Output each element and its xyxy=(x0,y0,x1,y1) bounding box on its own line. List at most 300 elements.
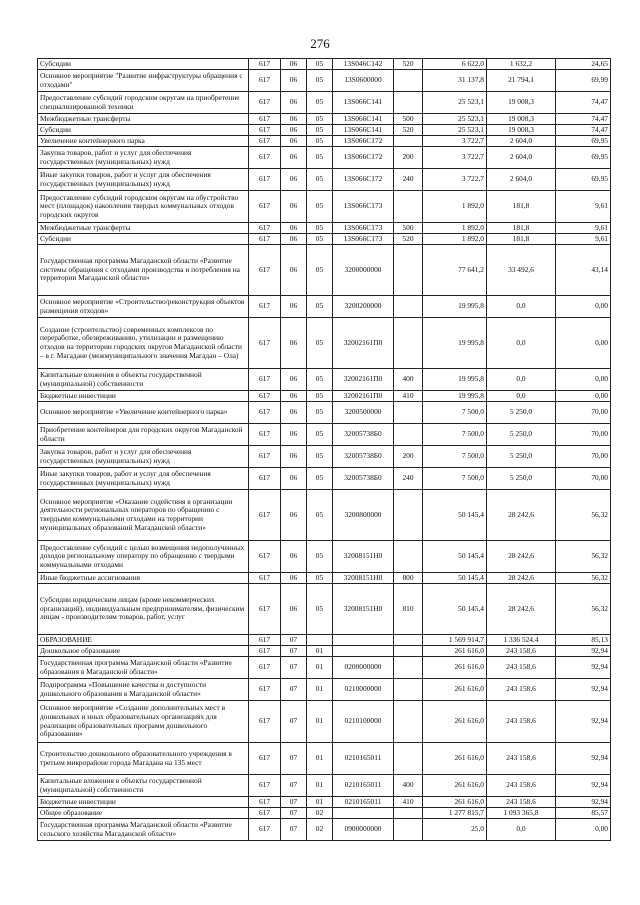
row-expense-type xyxy=(394,819,423,841)
row-planned-amount: 7 500,0 xyxy=(423,468,487,490)
row-executed-amount: 0,0 xyxy=(487,391,556,402)
row-section-code: 07 xyxy=(281,701,307,743)
row-name: ОБРАЗОВАНИЕ xyxy=(38,635,249,646)
row-target-article: 0210000000 xyxy=(333,679,394,701)
row-planned-amount: 3 722,7 xyxy=(423,169,487,191)
row-name: Дошкольное образование xyxy=(38,646,249,657)
row-expense-type: 240 xyxy=(394,468,423,490)
row-subsection-code: 01 xyxy=(307,657,333,679)
row-target-article: 0210165011 xyxy=(333,797,394,808)
row-name: Государственная программа Магаданской области «Развитие образования в Магаданской области» xyxy=(38,657,249,679)
row-subsection-code: 05 xyxy=(307,446,333,468)
row-execution-percent: 92,94 xyxy=(556,701,611,743)
row-subsection-code: 02 xyxy=(307,808,333,819)
row-target-article: 13S066C172 xyxy=(333,136,394,147)
row-subsection-code: 05 xyxy=(307,223,333,234)
row-subsection-code: 01 xyxy=(307,679,333,701)
row-execution-percent: 69,95 xyxy=(556,136,611,147)
row-execution-percent: 92,94 xyxy=(556,775,611,797)
row-name: Создание (строительство) современных комплексов по переработке, обезвреживанию, утилизации и размещению отходов на территории городских округов Магаданской области – в г. Магадане (межмуниципального значения Магадан – Ола) xyxy=(38,318,249,369)
row-executed-amount: 243 158,6 xyxy=(487,679,556,701)
row-name: Приобретение контейнеров для городских округов Магаданской области xyxy=(38,424,249,446)
row-section-code: 06 xyxy=(281,147,307,169)
row-name: Основное мероприятие «Строительство/реконструкция объектов размещения отходов» xyxy=(38,296,249,318)
row-executed-amount: 0,0 xyxy=(487,296,556,318)
row-subsection-code: 05 xyxy=(307,402,333,424)
table-row xyxy=(38,223,611,234)
row-planned-amount: 19 995,8 xyxy=(423,369,487,391)
row-target-article: 13S046C142 xyxy=(333,59,394,70)
row-executed-amount: 28 242,6 xyxy=(487,490,556,541)
row-subsection-code: 05 xyxy=(307,234,333,245)
row-section-code: 06 xyxy=(281,391,307,402)
row-subsection-code: 05 xyxy=(307,573,333,584)
row-target-article: 3200200000 xyxy=(333,296,394,318)
row-planned-amount: 25 523,1 xyxy=(423,92,487,114)
row-name: Межбюджетные трансферты xyxy=(38,223,249,234)
row-target-article: 32005738Б0 xyxy=(333,424,394,446)
row-planned-amount: 261 616,0 xyxy=(423,743,487,775)
row-ministry-code: 617 xyxy=(249,169,281,191)
row-ministry-code: 617 xyxy=(249,402,281,424)
row-ministry-code: 617 xyxy=(249,234,281,245)
row-section-code: 07 xyxy=(281,657,307,679)
row-expense-type xyxy=(394,296,423,318)
row-subsection-code: 05 xyxy=(307,114,333,125)
row-expense-type: 520 xyxy=(394,234,423,245)
row-executed-amount: 1 632,2 xyxy=(487,59,556,70)
row-target-article: 0200000000 xyxy=(333,657,394,679)
row-execution-percent: 92,94 xyxy=(556,743,611,775)
row-execution-percent: 74,47 xyxy=(556,92,611,114)
row-name: Иные закупки товаров, работ и услуг для обеспечения государственных (муниципальных) нужд xyxy=(38,169,249,191)
row-target-article: 13S066C141 xyxy=(333,92,394,114)
row-execution-percent: 56,32 xyxy=(556,573,611,584)
table-row xyxy=(38,635,611,646)
row-subsection-code: 05 xyxy=(307,70,333,92)
row-planned-amount: 19 995,8 xyxy=(423,296,487,318)
row-name: Строительство дошкольного образовательного учреждения в третьем микрорайоне города Магадана на 135 мест xyxy=(38,743,249,775)
row-ministry-code: 617 xyxy=(249,136,281,147)
row-executed-amount: 21 794,1 xyxy=(487,70,556,92)
row-execution-percent: 92,94 xyxy=(556,797,611,808)
row-expense-type xyxy=(394,92,423,114)
row-execution-percent: 85,13 xyxy=(556,635,611,646)
row-execution-percent: 70,00 xyxy=(556,468,611,490)
row-section-code: 06 xyxy=(281,191,307,223)
row-executed-amount: 1 093 365,8 xyxy=(487,808,556,819)
row-name: Субсидии xyxy=(38,234,249,245)
table-row xyxy=(38,369,611,391)
row-section-code: 06 xyxy=(281,223,307,234)
row-target-article: 13S066C141 xyxy=(333,114,394,125)
row-subsection-code: 01 xyxy=(307,743,333,775)
row-section-code: 07 xyxy=(281,819,307,841)
row-executed-amount: 0,0 xyxy=(487,369,556,391)
row-name: Основное мероприятие «Увеличение контейнерного парка» xyxy=(38,402,249,424)
row-name: Основное мероприятие "Развитие инфраструктуры обращения с отходами" xyxy=(38,70,249,92)
row-planned-amount: 6 622,0 xyxy=(423,59,487,70)
row-ministry-code: 617 xyxy=(249,775,281,797)
row-name: Бюджетные инвестиции xyxy=(38,797,249,808)
row-planned-amount: 1 277 815,7 xyxy=(423,808,487,819)
row-executed-amount: 243 158,6 xyxy=(487,775,556,797)
row-execution-percent: 0,00 xyxy=(556,819,611,841)
row-section-code: 06 xyxy=(281,234,307,245)
row-subsection-code: 05 xyxy=(307,369,333,391)
row-planned-amount: 50 145,4 xyxy=(423,573,487,584)
row-name: Субсидии юридическим лицам (кроме некоммерческих организаций), индивидуальным предпринимателям, физическим лицам - производителям товаров, работ, услуг xyxy=(38,584,249,635)
row-name: Капитальные вложения в объекты государственной (муниципальной) собственности xyxy=(38,775,249,797)
row-ministry-code: 617 xyxy=(249,635,281,646)
row-subsection-code: 01 xyxy=(307,646,333,657)
row-planned-amount: 77 641,2 xyxy=(423,245,487,296)
row-planned-amount: 19 995,8 xyxy=(423,318,487,369)
table-row xyxy=(38,646,611,657)
row-section-code: 06 xyxy=(281,490,307,541)
row-subsection-code: 05 xyxy=(307,318,333,369)
row-expense-type: 410 xyxy=(394,797,423,808)
row-name: Закупка товаров, работ и услуг для обеспечения государственных (муниципальных) нужд xyxy=(38,446,249,468)
row-subsection-code: 01 xyxy=(307,701,333,743)
row-ministry-code: 617 xyxy=(249,424,281,446)
row-ministry-code: 617 xyxy=(249,114,281,125)
row-planned-amount: 25,0 xyxy=(423,819,487,841)
row-planned-amount: 1 892,0 xyxy=(423,223,487,234)
row-expense-type xyxy=(394,743,423,775)
row-ministry-code: 617 xyxy=(249,296,281,318)
row-subsection-code: 05 xyxy=(307,391,333,402)
row-section-code: 06 xyxy=(281,136,307,147)
row-planned-amount: 7 500,0 xyxy=(423,446,487,468)
row-execution-percent: 0,00 xyxy=(556,369,611,391)
row-target-article: 3200800000 xyxy=(333,490,394,541)
row-target-article: 0210165011 xyxy=(333,743,394,775)
table-row xyxy=(38,125,611,136)
row-planned-amount: 261 616,0 xyxy=(423,679,487,701)
row-section-code: 06 xyxy=(281,468,307,490)
row-section-code: 06 xyxy=(281,70,307,92)
row-name: Основное мероприятие «Оказание содействия в организации деятельности региональных операторов по обращению с твердыми коммунальными отходами на территории муниципальных образований Магаданской области» xyxy=(38,490,249,541)
table-row xyxy=(38,775,611,797)
row-subsection-code: 05 xyxy=(307,191,333,223)
row-target-article: 32005738Б0 xyxy=(333,446,394,468)
row-executed-amount: 181,8 xyxy=(487,234,556,245)
table-row xyxy=(38,468,611,490)
row-target-article: 32008151Н0 xyxy=(333,584,394,635)
row-execution-percent: 24,65 xyxy=(556,59,611,70)
row-planned-amount: 261 616,0 xyxy=(423,701,487,743)
row-name: Увеличение контейнерного парка xyxy=(38,136,249,147)
row-ministry-code: 617 xyxy=(249,446,281,468)
row-section-code: 06 xyxy=(281,573,307,584)
row-executed-amount: 243 158,6 xyxy=(487,701,556,743)
table-row xyxy=(38,191,611,223)
row-target-article: 13S066C172 xyxy=(333,147,394,169)
row-execution-percent: 70,00 xyxy=(556,402,611,424)
row-section-code: 06 xyxy=(281,424,307,446)
row-section-code: 07 xyxy=(281,775,307,797)
row-target-article: 32002161П0 xyxy=(333,318,394,369)
row-section-code: 06 xyxy=(281,92,307,114)
row-target-article: 32008151Н0 xyxy=(333,541,394,573)
row-planned-amount: 50 145,4 xyxy=(423,584,487,635)
table-row xyxy=(38,169,611,191)
table-row xyxy=(38,573,611,584)
row-target-article: 13S066C173 xyxy=(333,191,394,223)
row-subsection-code: 05 xyxy=(307,468,333,490)
row-execution-percent: 56,32 xyxy=(556,541,611,573)
table-row xyxy=(38,446,611,468)
row-name: Субсидии xyxy=(38,125,249,136)
row-executed-amount: 243 158,6 xyxy=(487,797,556,808)
row-expense-type xyxy=(394,424,423,446)
table-row xyxy=(38,808,611,819)
row-subsection-code: 05 xyxy=(307,147,333,169)
table-row xyxy=(38,318,611,369)
row-name: Подпрограмма «Повышение качества и доступности дошкольного образования в Магаданской области» xyxy=(38,679,249,701)
row-ministry-code: 617 xyxy=(249,223,281,234)
row-name: Закупка товаров, работ и услуг для обеспечения государственных (муниципальных) нужд xyxy=(38,147,249,169)
row-subsection-code: 01 xyxy=(307,775,333,797)
row-name: Общее образование xyxy=(38,808,249,819)
row-execution-percent: 74,47 xyxy=(556,125,611,136)
row-ministry-code: 617 xyxy=(249,679,281,701)
row-executed-amount: 243 158,6 xyxy=(487,743,556,775)
row-execution-percent: 69,99 xyxy=(556,70,611,92)
row-executed-amount: 181,8 xyxy=(487,191,556,223)
row-name: Основное мероприятие «Создание дополнительных мест в дошкольных и иных образовательных организациях для реализации образовательных программ дошкольного образования» xyxy=(38,701,249,743)
row-section-code: 06 xyxy=(281,402,307,424)
table-row xyxy=(38,92,611,114)
row-target-article: 3200500000 xyxy=(333,402,394,424)
row-ministry-code: 617 xyxy=(249,646,281,657)
table-row xyxy=(38,584,611,635)
table-row xyxy=(38,114,611,125)
row-expense-type xyxy=(394,635,423,646)
row-planned-amount: 261 616,0 xyxy=(423,646,487,657)
row-execution-percent: 9,61 xyxy=(556,234,611,245)
row-subsection-code: 05 xyxy=(307,296,333,318)
row-section-code: 06 xyxy=(281,369,307,391)
row-section-code: 07 xyxy=(281,646,307,657)
row-expense-type: 400 xyxy=(394,369,423,391)
row-target-article: 0210165011 xyxy=(333,775,394,797)
row-ministry-code: 617 xyxy=(249,125,281,136)
row-expense-type xyxy=(394,490,423,541)
row-executed-amount: 0,0 xyxy=(487,318,556,369)
row-target-article xyxy=(333,808,394,819)
row-expense-type xyxy=(394,191,423,223)
row-expense-type: 410 xyxy=(394,391,423,402)
row-expense-type: 520 xyxy=(394,125,423,136)
row-ministry-code: 617 xyxy=(249,657,281,679)
row-planned-amount: 50 145,4 xyxy=(423,490,487,541)
row-planned-amount: 261 616,0 xyxy=(423,797,487,808)
row-section-code: 06 xyxy=(281,541,307,573)
row-section-code: 06 xyxy=(281,245,307,296)
row-expense-type: 800 xyxy=(394,573,423,584)
table-row xyxy=(38,797,611,808)
table-row xyxy=(38,391,611,402)
row-executed-amount: 0,0 xyxy=(487,819,556,841)
table-row xyxy=(38,490,611,541)
row-section-code: 06 xyxy=(281,318,307,369)
row-execution-percent: 9,61 xyxy=(556,191,611,223)
row-execution-percent: 69,95 xyxy=(556,169,611,191)
row-execution-percent: 70,00 xyxy=(556,424,611,446)
row-subsection-code: 02 xyxy=(307,819,333,841)
row-target-article: 13S0600000 xyxy=(333,70,394,92)
row-name: Бюджетные инвестиции xyxy=(38,391,249,402)
row-subsection-code: 01 xyxy=(307,797,333,808)
table-row xyxy=(38,679,611,701)
row-expense-type xyxy=(394,136,423,147)
row-execution-percent: 56,32 xyxy=(556,584,611,635)
row-target-article: 13S066C173 xyxy=(333,234,394,245)
row-ministry-code: 617 xyxy=(249,369,281,391)
row-section-code: 06 xyxy=(281,114,307,125)
row-subsection-code: 05 xyxy=(307,424,333,446)
row-name: Предоставление субсидий городским округам на обустройство мест (площадок) накопления твердых коммунальных отходов городских округов xyxy=(38,191,249,223)
row-executed-amount: 1 336 524,4 xyxy=(487,635,556,646)
table-row xyxy=(38,296,611,318)
row-ministry-code: 617 xyxy=(249,59,281,70)
row-execution-percent: 74,47 xyxy=(556,114,611,125)
row-executed-amount: 243 158,6 xyxy=(487,646,556,657)
row-expense-type: 520 xyxy=(394,59,423,70)
row-expense-type: 200 xyxy=(394,446,423,468)
row-subsection-code: 05 xyxy=(307,92,333,114)
row-expense-type xyxy=(394,318,423,369)
row-target-article: 13S066C173 xyxy=(333,223,394,234)
table-row xyxy=(38,657,611,679)
row-ministry-code: 617 xyxy=(249,70,281,92)
row-section-code: 06 xyxy=(281,169,307,191)
row-target-article xyxy=(333,646,394,657)
row-ministry-code: 617 xyxy=(249,468,281,490)
row-ministry-code: 617 xyxy=(249,92,281,114)
table-row xyxy=(38,234,611,245)
row-planned-amount: 7 500,0 xyxy=(423,402,487,424)
row-target-article: 3200000000 xyxy=(333,245,394,296)
row-planned-amount: 1 892,0 xyxy=(423,191,487,223)
row-section-code: 06 xyxy=(281,584,307,635)
row-name: Иные бюджетные ассигнования xyxy=(38,573,249,584)
row-execution-percent: 70,00 xyxy=(556,446,611,468)
row-execution-percent: 9,61 xyxy=(556,223,611,234)
row-execution-percent: 0,00 xyxy=(556,318,611,369)
row-name: Государственная программа Магаданской области «Развитие системы обращения с отходами производства и потребления на территории Магаданской области» xyxy=(38,245,249,296)
page-number: 276 xyxy=(310,36,330,51)
row-executed-amount: 243 158,6 xyxy=(487,657,556,679)
row-section-code: 06 xyxy=(281,125,307,136)
row-section-code: 06 xyxy=(281,59,307,70)
row-expense-type xyxy=(394,646,423,657)
budget-table xyxy=(37,58,611,841)
row-target-article: 32008151Н0 xyxy=(333,573,394,584)
row-target-article: 13S066C172 xyxy=(333,169,394,191)
row-execution-percent: 69,95 xyxy=(556,147,611,169)
row-section-code: 06 xyxy=(281,296,307,318)
row-name: Субсидии xyxy=(38,59,249,70)
row-planned-amount: 261 616,0 xyxy=(423,775,487,797)
row-executed-amount: 28 242,6 xyxy=(487,573,556,584)
row-subsection-code: 05 xyxy=(307,59,333,70)
row-planned-amount: 50 145,4 xyxy=(423,541,487,573)
row-planned-amount: 3 722,7 xyxy=(423,136,487,147)
table-row xyxy=(38,70,611,92)
row-executed-amount: 33 492,6 xyxy=(487,245,556,296)
row-planned-amount: 31 137,8 xyxy=(423,70,487,92)
table-row xyxy=(38,402,611,424)
row-ministry-code: 617 xyxy=(249,391,281,402)
row-subsection-code: 05 xyxy=(307,490,333,541)
row-ministry-code: 617 xyxy=(249,541,281,573)
row-ministry-code: 617 xyxy=(249,191,281,223)
row-executed-amount: 2 604,0 xyxy=(487,169,556,191)
row-name: Государственная программа Магаданской области «Развитие сельского хозяйства Магаданской области» xyxy=(38,819,249,841)
row-section-code: 07 xyxy=(281,797,307,808)
table-row xyxy=(38,136,611,147)
row-name: Иные закупки товаров, работ и услуг для обеспечения государственных (муниципальных) нужд xyxy=(38,468,249,490)
row-section-code: 07 xyxy=(281,635,307,646)
row-expense-type: 200 xyxy=(394,147,423,169)
row-section-code: 07 xyxy=(281,743,307,775)
row-target-article: 0900000000 xyxy=(333,819,394,841)
row-expense-type xyxy=(394,245,423,296)
row-expense-type: 500 xyxy=(394,114,423,125)
table-row xyxy=(38,743,611,775)
row-executed-amount: 19 008,3 xyxy=(487,92,556,114)
row-execution-percent: 43,14 xyxy=(556,245,611,296)
row-executed-amount: 19 008,3 xyxy=(487,114,556,125)
row-planned-amount: 3 722,7 xyxy=(423,147,487,169)
row-ministry-code: 617 xyxy=(249,808,281,819)
table-row xyxy=(38,701,611,743)
row-executed-amount: 28 242,6 xyxy=(487,584,556,635)
row-executed-amount: 5 250,0 xyxy=(487,446,556,468)
row-ministry-code: 617 xyxy=(249,573,281,584)
row-executed-amount: 5 250,0 xyxy=(487,468,556,490)
row-subsection-code: 05 xyxy=(307,136,333,147)
row-name: Предоставление субсидий городским округам на приобретение специализированной техники xyxy=(38,92,249,114)
row-target-article: 0210100000 xyxy=(333,701,394,743)
row-subsection-code: 05 xyxy=(307,541,333,573)
table-row xyxy=(38,819,611,841)
row-ministry-code: 617 xyxy=(249,797,281,808)
row-ministry-code: 617 xyxy=(249,743,281,775)
row-execution-percent: 0,00 xyxy=(556,391,611,402)
row-expense-type xyxy=(394,70,423,92)
row-expense-type: 240 xyxy=(394,169,423,191)
row-ministry-code: 617 xyxy=(249,318,281,369)
row-expense-type: 810 xyxy=(394,584,423,635)
row-ministry-code: 617 xyxy=(249,701,281,743)
row-planned-amount: 25 523,1 xyxy=(423,125,487,136)
row-executed-amount: 5 250,0 xyxy=(487,424,556,446)
row-name: Межбюджетные трансферты xyxy=(38,114,249,125)
row-expense-type xyxy=(394,402,423,424)
row-ministry-code: 617 xyxy=(249,819,281,841)
row-planned-amount: 7 500,0 xyxy=(423,424,487,446)
row-section-code: 07 xyxy=(281,808,307,819)
row-expense-type xyxy=(394,657,423,679)
row-ministry-code: 617 xyxy=(249,245,281,296)
row-expense-type xyxy=(394,808,423,819)
row-target-article: 32002161П0 xyxy=(333,391,394,402)
row-target-article xyxy=(333,635,394,646)
